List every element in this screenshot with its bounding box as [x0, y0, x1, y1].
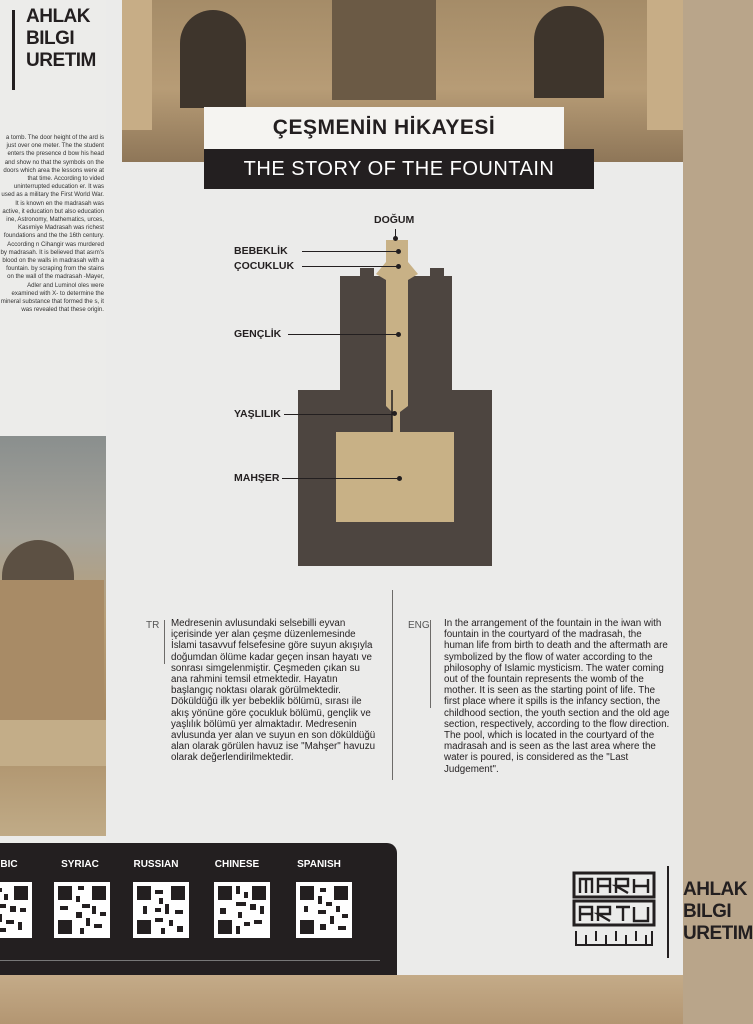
- qr-label-russian: RUSSIAN: [133, 859, 179, 870]
- floor: [0, 975, 683, 1024]
- youth-block-right: [406, 276, 452, 392]
- description-turkish: Medresenin avlusundaki selsebilli eyvan içerisinde yer alan çeşme düzenlemesinde İslami tasavvuf felsefesine göre suyun akışıyla doğumdan ölüme kadar geçen insan hayatı ve sonrası simgelenmiştir. Çeşmeden çıkan su ana rahmini temsil etmektedir. Hayatın başlangıç noktası olarak görülmektedir. Döküldüğü ilk yer bebeklik bölümü, sırası ile akış yönüne göre çocukluk bölümü, gençlik ve yaşlılık bölümü yer almaktadır. Medresenin avlusunda yer alan ve suyun en son döküldüğü alan olarak görülen havuz ise "Mahşer" havuzu olarak değerlendirilmektedir.: [171, 618, 376, 764]
- logo-word-right-2: BILGI: [683, 901, 732, 922]
- youth-notch-left: [360, 268, 374, 280]
- qr-label-spanish: SPANISH: [297, 859, 341, 870]
- column-separator: [392, 590, 393, 780]
- label-cocukluk: ÇOCUKLUK: [234, 260, 295, 272]
- pool-basin: [336, 432, 454, 522]
- photo-arch-left: [180, 10, 246, 108]
- dot-bebeklik: [396, 249, 401, 254]
- photo-pillar: [122, 0, 152, 130]
- leader-bebeklik: [302, 251, 397, 252]
- logo-separator: [667, 866, 669, 958]
- leader-cocukluk: [302, 266, 397, 267]
- title-turkish: ÇEŞMENİN HİKAYESİ: [204, 107, 564, 149]
- photo-wall: [0, 720, 106, 766]
- qr-code-russian[interactable]: [133, 882, 189, 938]
- label-yaslilik: YAŞLILIK: [234, 408, 281, 420]
- label-mahser: MAHŞER: [234, 472, 280, 484]
- photo-building: [0, 580, 104, 720]
- dot-dogum: [393, 236, 398, 241]
- university-logo: [572, 871, 656, 955]
- tag-eng: ENG: [408, 620, 430, 631]
- label-genclik: GENÇLİK: [234, 328, 282, 340]
- qr-pattern: [214, 882, 270, 938]
- youth-notch-right: [430, 268, 444, 280]
- label-bebeklik: BEBEKLİK: [234, 245, 288, 257]
- label-dogum: DOĞUM: [374, 214, 415, 226]
- tr-tick: [164, 620, 165, 664]
- logo-word-2: BILGI: [26, 28, 75, 49]
- logo-word-right-1: AHLAK: [683, 879, 747, 900]
- main-panel: [106, 0, 753, 975]
- left-english-text: a tomb. The door height of the ard is just over one meter. The the student enters the presence d bow his head and show no that the symbols on the doors which area the lessons were at that time. According to vided uninterrupted education er. It was used as a military the First World War. It is known en the madrasah was active, it education but also education ine, Astronomy, Mathematics, urces, Kasımiye Madrasah was richest foundations and the the 16th century. According n Cihangir was murdered by madrasah. It is believed that asım's blood on the walls in madrasah with a fountain. by scraping from the stains on the wall of the madrasah -Mayer, Adler and Luminol oles were examined with X- to determine the mineral substance that formed the s, it was revealed that these origin.: [0, 134, 104, 314]
- qr-label-chinese: CHINESE: [214, 859, 260, 870]
- eng-tick: [430, 620, 431, 708]
- leader-mahser: [282, 478, 400, 479]
- logo-bar: [12, 10, 15, 90]
- qr-bar-rule: [0, 960, 380, 961]
- qr-pattern: [0, 882, 32, 938]
- qr-pattern: [133, 882, 189, 938]
- brand-logo-left: [12, 6, 117, 91]
- logo-word-right-3: URETIM: [683, 923, 753, 944]
- photo-iwan: [332, 0, 436, 100]
- dot-genclik: [396, 332, 401, 337]
- qr-label-arabic: BIC: [0, 859, 18, 870]
- qr-pattern: [54, 882, 110, 938]
- dot-yaslilik: [392, 411, 397, 416]
- dot-cocukluk: [396, 264, 401, 269]
- leader-genclik: [288, 334, 397, 335]
- photo-pillar-right: [647, 0, 683, 130]
- logo-word-3: URETIM: [26, 50, 96, 71]
- leader-yaslilik: [284, 414, 392, 415]
- qr-code-chinese[interactable]: [214, 882, 270, 938]
- qr-code-syriac[interactable]: [54, 882, 110, 938]
- qr-pattern: [296, 882, 352, 938]
- tag-tr: TR: [146, 620, 160, 631]
- fountain-diagram: [296, 240, 496, 570]
- description-english: In the arrangement of the fountain in the iwan with fountain in the courtyard of the madrasah, the human life from birth to death and the aftermath are symbolized by the flow of water according to the philosophy of Islamic mysticism. The water coming out of the fountain represents the womb of the mother. It is seen as the starting point of life. The first place where it spills is the infancy section, the childhood section, the youth section and the old age section, respectively, according to the flow direction. The pool, which is located in the courtyard of the madrasah and is seen as the last area where the water is poured, is considered as the "Last Judgement".: [444, 618, 670, 775]
- photo-arch-right: [534, 6, 604, 98]
- logo-word-1: AHLAK: [26, 6, 90, 27]
- title-english: THE STORY OF THE FOUNTAIN: [204, 149, 594, 189]
- qr-code-arabic[interactable]: [0, 882, 32, 938]
- dot-mahser: [397, 476, 402, 481]
- qr-code-spanish[interactable]: [296, 882, 352, 938]
- qr-label-syriac: SYRIAC: [61, 859, 99, 870]
